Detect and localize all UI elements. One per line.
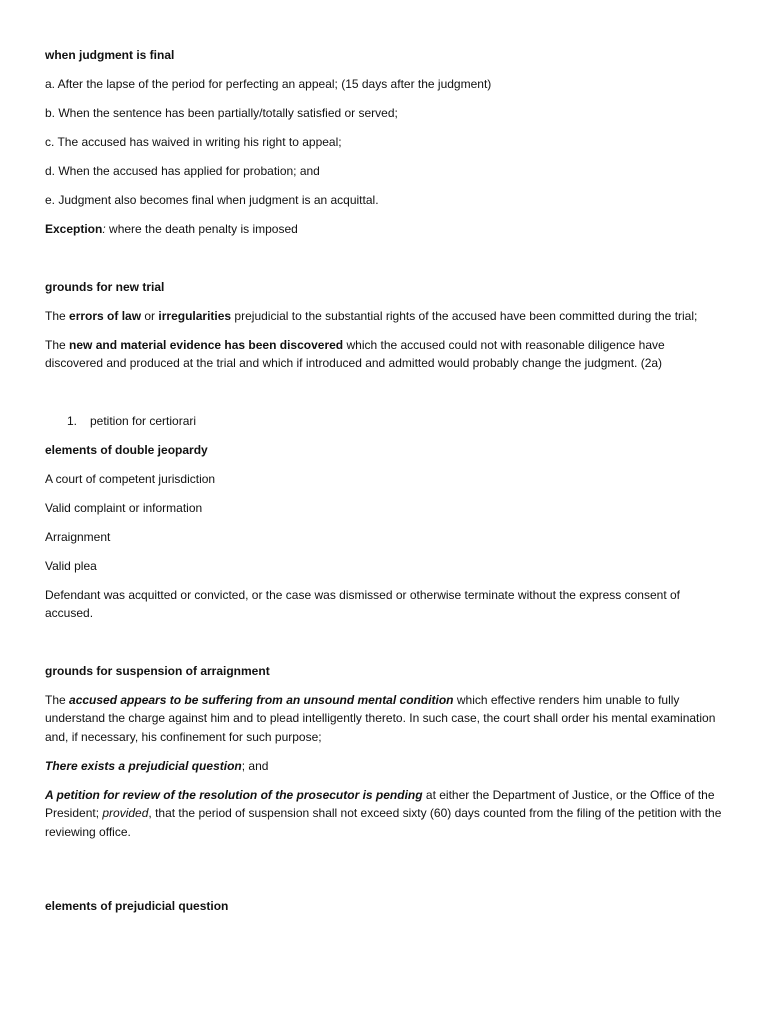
heading-double-jeopardy: elements of double jeopardy bbox=[45, 442, 208, 457]
suspension-ground-1 bbox=[45, 691, 725, 747]
bold-italic-text: A petition for review of the resolution of the prosecutor is pending bbox=[45, 787, 423, 802]
exception-paragraph bbox=[45, 220, 725, 239]
final-item-a: a. After the lapse of the period for perfecting an appeal; (15 days after the judgment) bbox=[45, 77, 492, 91]
bold-text bbox=[45, 788, 423, 802]
final-item-c: c. The accused has waived in writing his right to appeal; bbox=[45, 135, 342, 149]
text: at either the Department of Justice, or the Office of the President; bbox=[45, 787, 715, 820]
document-content bbox=[45, 46, 725, 916]
text: prejudicial to the substantial rights of the accused have been committed during the trial; bbox=[231, 308, 698, 323]
list-number: 1. bbox=[67, 413, 78, 428]
exception-text: where the death penalty is imposed bbox=[105, 222, 298, 236]
exception-colon: : bbox=[102, 222, 106, 236]
double-jeopardy-item: Valid complaint or information bbox=[45, 500, 203, 515]
bold-italic-text: There exists a prejudicial question bbox=[45, 758, 242, 773]
bold-text: irregularities bbox=[158, 308, 232, 323]
double-jeopardy-item: Arraignment bbox=[45, 529, 111, 544]
bold-text bbox=[69, 693, 454, 707]
list-text: petition for certiorari bbox=[90, 413, 197, 428]
suspension-ground-3 bbox=[45, 786, 725, 842]
text: , that the period of suspension shall not exceed sixty (60) days counted from the filing of the petition with the reviewing office. bbox=[45, 806, 722, 839]
text: The bbox=[45, 692, 70, 707]
double-jeopardy-item: A court of competent jurisdiction bbox=[45, 471, 216, 486]
exception-label: Exception bbox=[45, 222, 103, 236]
bold-text: new and material evidence has been discovered bbox=[69, 337, 344, 352]
heading-new-trial: grounds for new trial bbox=[45, 279, 165, 294]
text: or bbox=[141, 308, 159, 323]
text: The bbox=[45, 308, 70, 323]
double-jeopardy-item: Defendant was acquitted or convicted, or the case was dismissed or otherwise terminate without the express consent of accused. bbox=[45, 587, 680, 620]
text: which the accused could not with reasonable diligence have discovered and produced at the trial and which if introduced and admitted would probably change the judgment. (2a) bbox=[45, 337, 665, 370]
suspension-ground-2 bbox=[45, 757, 725, 776]
final-item-e: e. Judgment also becomes final when judgment is an acquittal. bbox=[45, 193, 379, 207]
heading-when-judgment-final: when judgment is final bbox=[45, 48, 175, 62]
list-item-petition-certiorari bbox=[45, 412, 725, 431]
heading-suspension-arraignment: grounds for suspension of arraignment bbox=[45, 663, 270, 678]
final-item-d: d. When the accused has applied for probation; and bbox=[45, 164, 320, 178]
bold-italic-text: accused appears to be suffering from an unsound mental condition bbox=[69, 692, 454, 707]
bold-text: errors of law bbox=[69, 308, 142, 323]
text: The bbox=[45, 337, 70, 352]
heading-prejudicial-question: elements of prejudicial question bbox=[45, 899, 229, 913]
bold-text bbox=[45, 759, 242, 773]
new-trial-ground-2 bbox=[45, 336, 725, 373]
text: ; and bbox=[241, 758, 269, 773]
italic-text: provided bbox=[102, 806, 149, 820]
final-item-b: b. When the sentence has been partially/totally satisfied or served; bbox=[45, 106, 398, 120]
double-jeopardy-item: Valid plea bbox=[45, 558, 97, 573]
new-trial-ground-1 bbox=[45, 307, 725, 326]
text: which effective renders him unable to fully understand the charge against him and to plead intelligently thereto. In such case, the court shall order his mental examination and, if necessary, his confinement for such purpose; bbox=[45, 692, 716, 744]
